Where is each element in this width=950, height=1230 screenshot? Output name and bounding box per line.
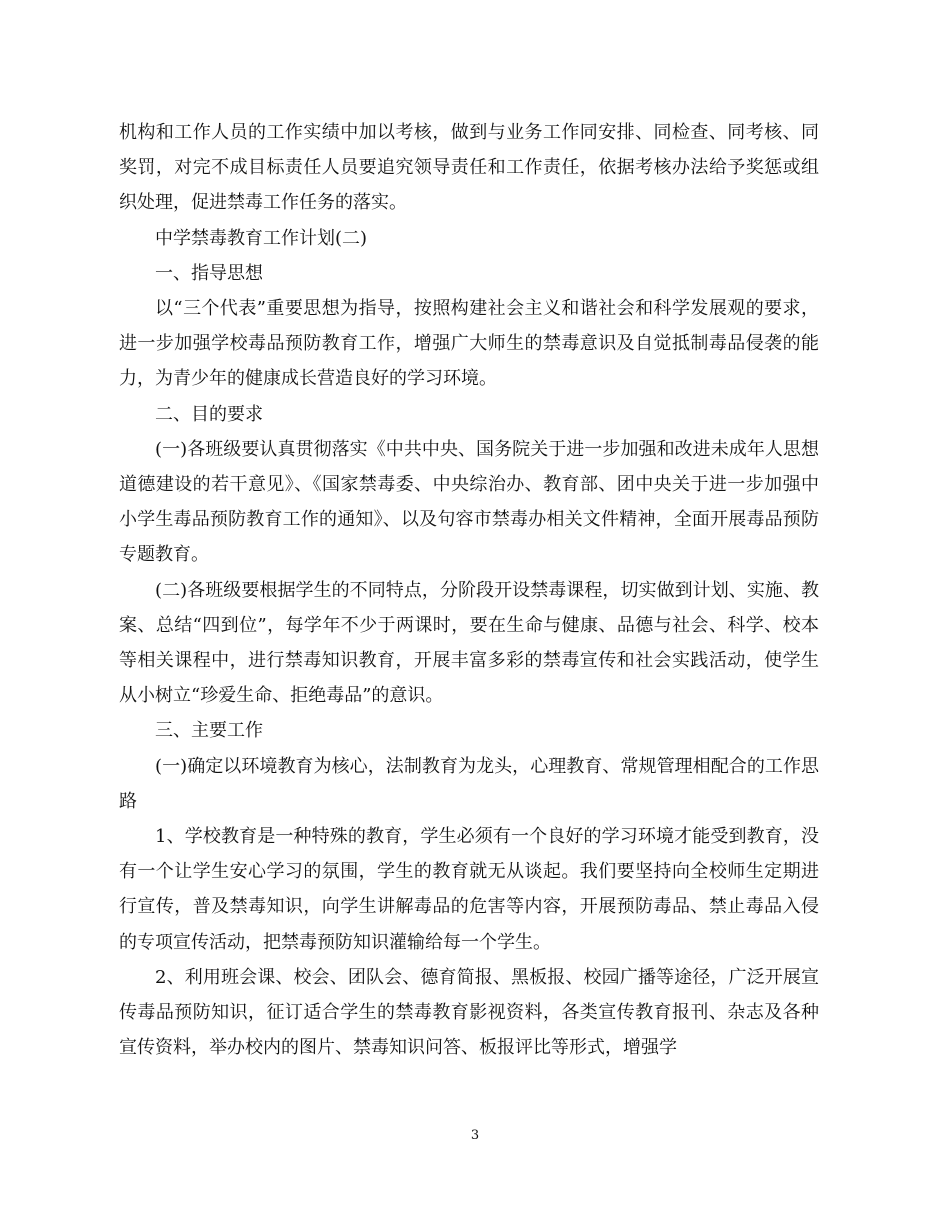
section-title: 中学禁毒教育工作计划(二) [155, 227, 368, 249]
heading-objectives: 二、目的要求 [155, 403, 263, 425]
paragraph: 1、学校教育是一种特殊的教育，学生必须有一个良好的学习环境才能受到教育，没有一个让学生安心学习的氛围，学生的教育就无从谈起。我们要坚持向全校师生定期进行宣传，普及禁毒知识，向学生讲解毒品的危害等内容，开展预防毒品、禁止毒品入侵的专项宣传活动，把禁毒预防知识灌输给每一个学生。 [119, 826, 819, 953]
paragraph: (一)各班级要认真贯彻落实《中共中央、国务院关于进一步加强和改进未成年人思想道德建设的若干意见》、《国家禁毒委、中央综治办、教育部、团中央关于进一步加强中小学生毒品预防教育工作的通知》、以及句容市禁毒办相关文件精神，全面开展毒品预防专题教育。 [119, 438, 819, 566]
paragraph: (二)各班级要根据学生的不同特点，分阶段开设禁毒课程，切实做到计划、实施、教案、总结“四到位”，每学年不少于两课时，要在生命与健康、品德与社会、科学、校本等相关课程中，进行禁毒知识教育，开展丰富多彩的禁毒宣传和社会实践活动，使学生从小树立“珍爱生命、拒绝毒品”的意识。 [119, 579, 819, 707]
heading-main-work: 三、主要工作 [155, 720, 263, 742]
paragraph-continuation: 机构和工作人员的工作实绩中加以考核，做到与业务工作同安排、同检查、同考核、同奖罚，对完不成目标责任人员要追究领导责任和工作责任，依据考核办法给予奖惩或组织处理，促进禁毒工作任务的落实。 [119, 122, 819, 214]
document-body [119, 115, 819, 1065]
paragraph: 2、利用班会课、校会、团队会、德育简报、黑板报、校园广播等途径，广泛开展宣传毒品预防知识，征订适合学生的禁毒教育影视资料，各类宣传教育报刊、杂志及各种宣传资料，举办校内的图片、禁毒知识问答、板报评比等形式，增强学 [119, 966, 819, 1059]
page-number: 3 [470, 1128, 480, 1143]
paragraph: 以“三个代表”重要思想为指导，按照构建社会主义和谐社会和科学发展观的要求，进一步加强学校毒品预防教育工作，增强广大师生的禁毒意识及自觉抵制毒品侵袭的能力，为青少年的健康成长营造良好的学习环境。 [119, 298, 819, 390]
paragraph: (一)确定以环境教育为核心，法制教育为龙头，心理教育、常规管理相配合的工作思路 [119, 755, 819, 812]
heading-guiding-ideology: 一、指导思想 [155, 262, 263, 284]
